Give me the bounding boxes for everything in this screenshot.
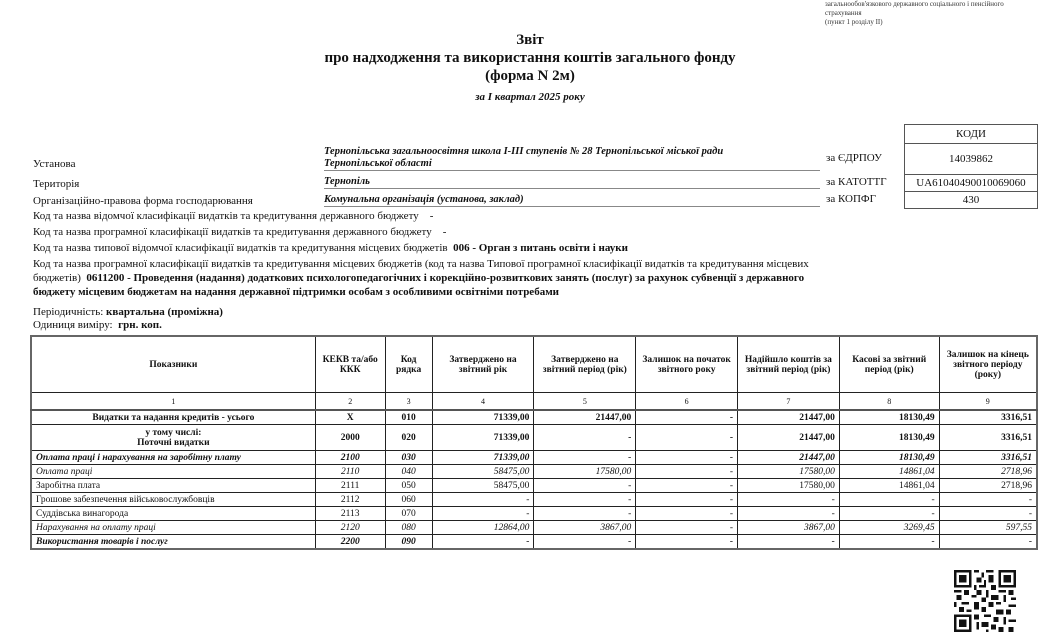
institution-label: Установа (33, 158, 76, 170)
row-name: Заробітна плата (31, 479, 315, 493)
row-name: Оплата праці і нарахування на заробітну плату (31, 451, 315, 465)
row-code: 080 (385, 521, 432, 535)
classification-line-2 (33, 225, 833, 239)
row-kekv: 2110 (315, 465, 385, 479)
katottg-label: за КАТОТТГ (826, 176, 887, 188)
cell: - (839, 507, 939, 521)
classification-value: 006 - Орган з питань освіти і науки (453, 242, 628, 254)
row-code: 010 (385, 410, 432, 425)
row-code: 040 (385, 465, 432, 479)
cell: - (636, 425, 738, 451)
classification-label: Код та назва програмної класифікації видатків та кредитування державного бюджету (33, 226, 432, 238)
cell: - (738, 507, 840, 521)
row-code: 020 (385, 425, 432, 451)
column-header: Затверджено на звітний період (рік) (534, 336, 636, 393)
cell: - (432, 535, 534, 550)
cell: 14861,04 (839, 479, 939, 493)
row-name-line: Поточні видатки (137, 437, 210, 448)
note-line: (пункт 1 розділу II) (825, 18, 883, 26)
note-line: загальнообов'язкового державного соціального і пенсійного (825, 0, 1004, 8)
cell: 597,55 (939, 521, 1037, 535)
table-row (31, 507, 1037, 521)
column-header: Залишок на початок звітного року (636, 336, 738, 393)
row-name-line: у тому числі: (145, 427, 202, 438)
unit-label: Одиниця виміру: (33, 319, 113, 331)
periodicity-value: квартальна (проміжна) (106, 306, 223, 318)
column-number: 5 (534, 393, 636, 411)
column-header: Касові за звітний період (рік) (839, 336, 939, 393)
column-header: КЕКВ та/або ККК (315, 336, 385, 393)
legal-form-label: Організаційно-правова форма господарювання (33, 195, 253, 207)
cell: 3316,51 (939, 451, 1037, 465)
table-row (31, 425, 1037, 451)
codes-header: КОДИ (905, 125, 1038, 144)
territory-value: Тернопіль (324, 176, 820, 189)
legal-reference-note (825, 0, 1055, 27)
classification-label: Код та назва типової відомчої класифікації видатків та кредитування місцевих бюджетів (33, 242, 448, 254)
row-name: Нарахування на оплату праці (31, 521, 315, 535)
cell: - (534, 535, 636, 550)
table-row (31, 410, 1037, 425)
cell: 3269,45 (839, 521, 939, 535)
cell: - (636, 410, 738, 425)
cell: 17580,00 (534, 465, 636, 479)
periodicity (33, 305, 833, 319)
table-header-row (31, 336, 1037, 393)
classification-label: Код та назва програмної класифікації видатків та кредитування місцевих бюджетів (код та назва Типової програмної класифікації видатків та кредитування місцевих бюджетів) (33, 258, 809, 284)
cell: - (636, 465, 738, 479)
classification-value: - (442, 226, 447, 238)
column-header: Затверджено на звітний рік (432, 336, 534, 393)
cell: - (636, 493, 738, 507)
legal-form-value: Комунальна організація (установа, заклад) (324, 194, 820, 207)
column-header: Показники (31, 336, 315, 393)
column-number: 3 (385, 393, 432, 411)
cell: - (839, 493, 939, 507)
row-kekv: 2113 (315, 507, 385, 521)
column-number: 9 (939, 393, 1037, 411)
report-title: Звіт (516, 32, 544, 48)
column-number: 2 (315, 393, 385, 411)
cell: - (534, 451, 636, 465)
row-name: Видатки та надання кредитів - усього (31, 410, 315, 425)
cell: 12864,00 (432, 521, 534, 535)
column-number: 8 (839, 393, 939, 411)
row-code: 090 (385, 535, 432, 550)
cell: - (636, 535, 738, 550)
cell: 18130,49 (839, 425, 939, 451)
cell: 3867,00 (534, 521, 636, 535)
row-kekv: 2120 (315, 521, 385, 535)
cell: 18130,49 (839, 410, 939, 425)
cell: - (636, 521, 738, 535)
cell: - (939, 507, 1037, 521)
table-row (31, 521, 1037, 535)
cell: 21447,00 (738, 451, 840, 465)
kopfg-code: 430 (905, 192, 1038, 209)
column-number: 6 (636, 393, 738, 411)
periodicity-label: Періодичність: (33, 306, 104, 318)
row-name: Використання товарів і послуг (31, 535, 315, 550)
row-name: Грошове забезпечення військовослужбовців (31, 493, 315, 507)
cell: - (534, 425, 636, 451)
territory-label: Територія (33, 178, 80, 190)
cell: 3316,51 (939, 425, 1037, 451)
kopfg-label: за КОПФГ (826, 193, 876, 205)
cell: 14861,04 (839, 465, 939, 479)
institution-name-line: Тернопільська загальноосвітня школа I-III ступенів № 28 Тернопільської міської ради (324, 146, 724, 157)
report-form: (форма N 2м) (485, 68, 575, 84)
codes-table (904, 124, 1038, 209)
cell: - (738, 493, 840, 507)
column-header: Код рядка (385, 336, 432, 393)
classification-value: 0611200 - Проведення (надання) додаткових психологопедагогічних і корекційно-розвиткових занять (послуг) за рахунок субвенції з державного бюджету місцевим бюджетам на надання державної підтримки особам з особливими освітніми потребами (33, 272, 805, 298)
unit-value: грн. коп. (118, 319, 162, 331)
classification-line-1 (33, 209, 833, 223)
cell: 2718,96 (939, 479, 1037, 493)
report-table (30, 335, 1038, 550)
cell: - (636, 479, 738, 493)
qr-code-icon (954, 570, 1016, 632)
row-name (31, 425, 315, 451)
cell: 17580,00 (738, 465, 840, 479)
row-kekv: X (315, 410, 385, 425)
note-line: страхування (825, 9, 862, 17)
column-number: 7 (738, 393, 840, 411)
cell: - (839, 535, 939, 550)
cell: 3316,51 (939, 410, 1037, 425)
row-kekv: 2000 (315, 425, 385, 451)
report-subtitle: про надходження та використання коштів загального фонду (324, 50, 736, 66)
cell: 18130,49 (839, 451, 939, 465)
cell: 58475,00 (432, 465, 534, 479)
classification-line-3 (33, 241, 833, 255)
cell: - (534, 479, 636, 493)
cell: - (534, 493, 636, 507)
cell: - (636, 451, 738, 465)
row-code: 060 (385, 493, 432, 507)
edrpou-label: за ЄДРПОУ (826, 152, 882, 164)
column-number: 1 (31, 393, 315, 411)
column-number: 4 (432, 393, 534, 411)
table-row (31, 451, 1037, 465)
cell: 58475,00 (432, 479, 534, 493)
row-name: Оплата праці (31, 465, 315, 479)
cell: 71339,00 (432, 451, 534, 465)
institution-name-line: Тернопільської області (324, 158, 432, 169)
unit (33, 318, 833, 332)
table-row (31, 479, 1037, 493)
cell: 21447,00 (738, 410, 840, 425)
row-name: Суддівська винагорода (31, 507, 315, 521)
cell: - (636, 507, 738, 521)
cell: 17580,00 (738, 479, 840, 493)
classification-value: - (429, 210, 434, 222)
cell: 2718,96 (939, 465, 1037, 479)
cell: 21447,00 (534, 410, 636, 425)
table-row (31, 465, 1037, 479)
cell: - (939, 535, 1037, 550)
row-code: 030 (385, 451, 432, 465)
edrpou-code: 14039862 (905, 144, 1038, 175)
row-kekv: 2200 (315, 535, 385, 550)
cell: - (432, 493, 534, 507)
column-header: Залишок на кінець звітного періоду (року) (939, 336, 1037, 393)
institution-value (324, 146, 820, 171)
row-kekv: 2112 (315, 493, 385, 507)
report-period: за I квартал 2025 року (475, 91, 585, 103)
column-header: Надійшло коштів за звітний період (рік) (738, 336, 840, 393)
column-number-row (31, 393, 1037, 411)
table-row (31, 493, 1037, 507)
cell: 71339,00 (432, 410, 534, 425)
cell: 71339,00 (432, 425, 534, 451)
cell: 21447,00 (738, 425, 840, 451)
classification-line-4 (33, 257, 823, 299)
row-kekv: 2111 (315, 479, 385, 493)
classification-label: Код та назва відомчої класифікації видатків та кредитування державного бюджету (33, 210, 419, 222)
row-code: 050 (385, 479, 432, 493)
cell: - (939, 493, 1037, 507)
cell: - (738, 535, 840, 550)
katottg-code: UA61040490010069060 (905, 175, 1038, 192)
cell: - (432, 507, 534, 521)
cell: 3867,00 (738, 521, 840, 535)
row-kekv: 2100 (315, 451, 385, 465)
cell: - (534, 507, 636, 521)
row-code: 070 (385, 507, 432, 521)
table-row (31, 535, 1037, 550)
